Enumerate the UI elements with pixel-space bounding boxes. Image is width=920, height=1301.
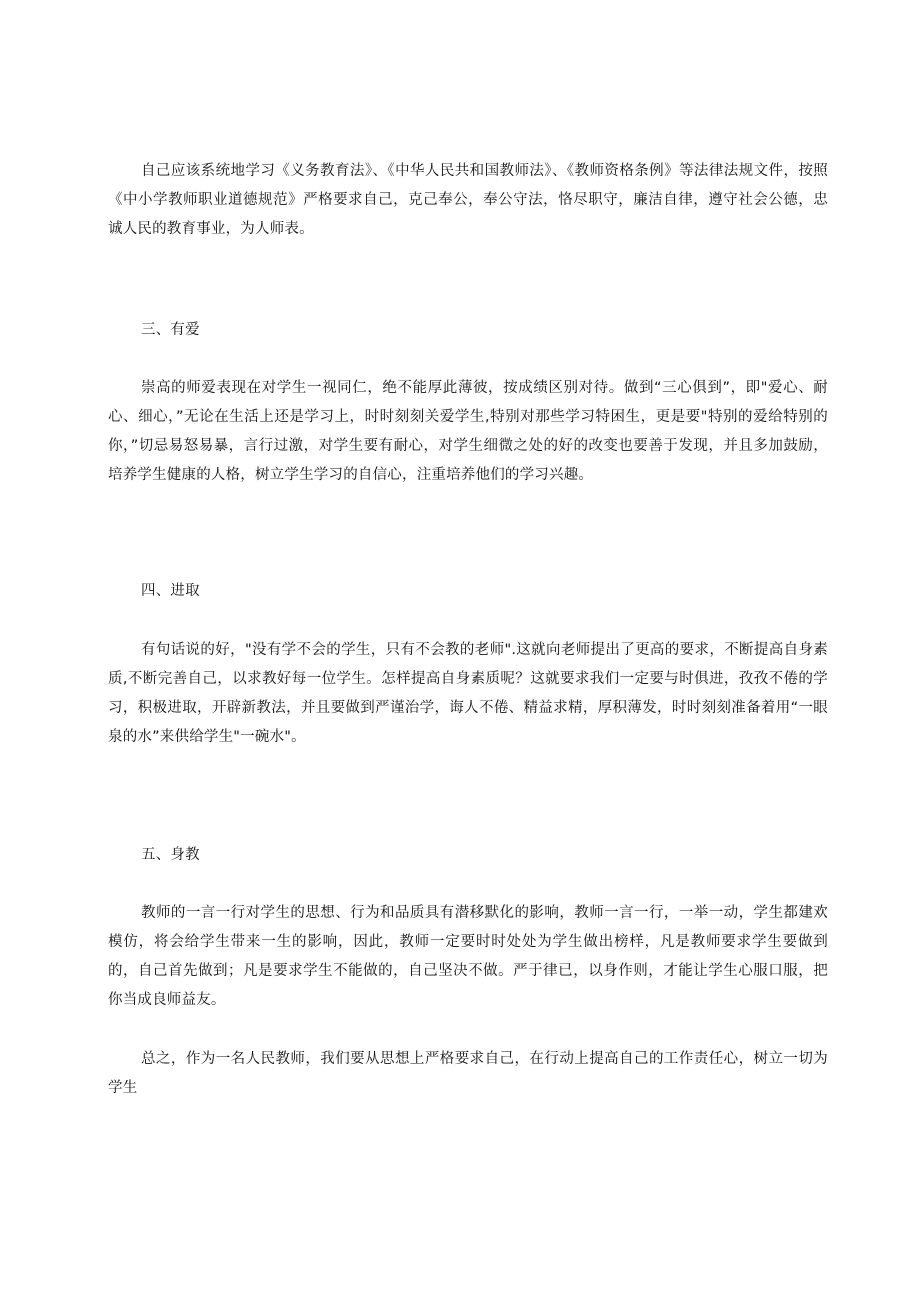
heading-section-5: 五、身教 — [141, 847, 200, 863]
paragraph-teacher-love: 崇高的师爱表现在对学生一视同仁，绝不能厚此薄彼，按成绩区别对待。做到“三心俱到”，即"爱心、耐心、细心，”无论在生活上还是学习上，时时刻刻关爱学生,特别对那些学习特困生，更是要"特别的爱给特别的你，”切忌易怒易暴，言行过激，对学生要有耐心，对学生细微之处的好的改变也要善于发现，并且多加鼓励，培养学生健康的人格，树立学生学习的自信心，注重培养他们的学习兴趣。 — [108, 380, 828, 483]
heading-section-3: 三、有爱 — [141, 322, 200, 338]
paragraph-conclusion: 总之，作为一名人民教师，我们要从思想上严格要求自己，在行动上提高自己的工作责任心，树立一切为学生 — [108, 1051, 828, 1096]
paragraph-progress: 有句话说的好，"没有学不会的学生，只有不会教的老师".这就向老师提出了更高的要求，不断提高自身素质,不断完善自己，以求教好每一位学生。怎样提高自身素质呢？这就要求我们一定要与时俱进，孜孜不倦的学习，积极进取，开辟新教法，并且要做到严谨治学，诲人不倦、精益求精，厚积薄发，时时刻刻准备着用“一眼泉的水”来供给学生"一碗水"。 — [108, 642, 828, 745]
paragraph-example: 教师的一言一行对学生的思想、行为和品质具有潜移默化的影响，教师一言一行，一举一动，学生都建欢模仿，将会给学生带来一生的影响，因此，教师一定要时时处处为学生做出榜样，凡是教师要求学生要做到的，自己首先做到；凡是要求学生不能做的，自己坚决不做。严于律已，以身作则，才能让学生心服口服，把你当成良师益友。 — [108, 905, 828, 1008]
paragraph-law-study: 自己应该系统地学习《义务教育法》、《中华人民共和国教师法》、《教师资格条例》等法律法规文件，按照《中小学教师职业道德规范》严格要求自己，克己奉公，奉公守法，恪尽职守，廉洁自律，遵守社会公德，忠诚人民的教育事业，为人师表。 — [108, 163, 828, 237]
heading-section-4: 四、进取 — [141, 583, 200, 599]
